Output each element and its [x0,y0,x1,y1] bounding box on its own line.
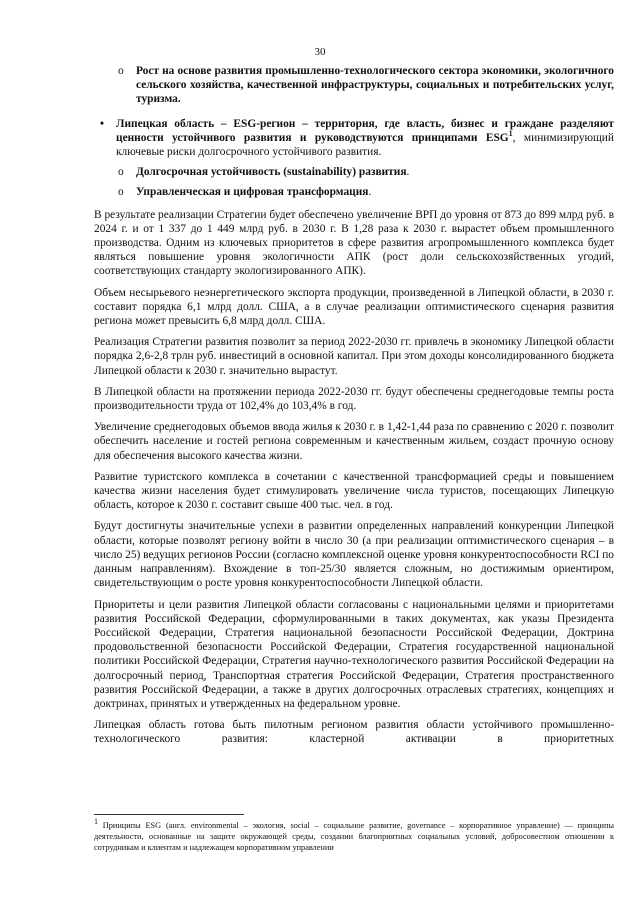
paragraph-productivity: В Липецкой области на протяжении периода 2022-2030 гг. будут обеспечены среднегодовые темпы роста производительности труда от 102,4% до 103,4% в год. [94,385,614,413]
sub-bullet-text: Управленческая и цифровая трансформация [136,186,369,199]
main-bullet-item [94,117,614,160]
footnote-reference[interactable]: 1 [508,129,513,139]
page-number: 30 [314,46,326,58]
footnote-text: Принципы ESG (англ. environmental – экология, social – социальное развитие, governance – корпоративное управление) — принципы деятельности, основанные на защите окружающей среды, создании благоприятных социальных условий, добросовестном отношении к сотрудникам и клиентам и надлежащем корпоративном управлении [94,821,614,852]
circle-bullet-icon: o [118,166,124,179]
sub-bullet-item [94,165,614,179]
footnote [94,817,614,853]
main-bullet-bold-text: Липецкая область – ESG-регион – территория, где власть, бизнес и граждане разделяют ценности устойчивого развития и руководствуются принципами ESG [116,117,614,144]
footnote-divider [94,814,244,815]
dot-bullet-icon: • [100,117,104,130]
paragraph-priorities: Приоритеты и цели развития Липецкой области согласованы с национальными целями и приоритетами развития Российской Федерации, сформулированными в таких документах, как указы Президента Российской Федерации, Стратегия национальной безопасности Российской Федерации, Доктрина продовольственной безопасности Российской Федерации, Стратегия государственной национальной политики Российской Федерации, Стратегия научно-технологического развития Российской Федерации на долгосрочный период, Транспортная стратегия Российской Федерации, Стратегия пространственного развития Российской Федерации, а также в других долгосрочных отраслевых стратегиях, концепциях и доктринах, принятых и утвержденных на федеральном уровне. [94,598,614,710]
sub-bullet-item [94,64,614,107]
page-body [94,64,614,754]
sub-bullet-text: Рост на основе развития промышленно-технологического сектора экономики, экологичного сельского хозяйства, качественной инфраструктуры, социальных и потребительских услуг, туризма. [136,65,614,106]
sub-bullet-tail: . [406,166,410,179]
circle-bullet-icon: o [118,65,124,77]
paragraph-investment: Реализация Стратегии развития позволит за период 2022-2030 гг. привлечь в экономику Липецкой области порядка 2,6-2,8 трлн руб. инвестиций в основной капитал. При этом доходы консолидированного бюджета Липецкой области к 2030 г. значительно вырастут. [94,336,614,377]
paragraph-export: Объем несырьевого неэнергетического экспорта продукции, произведенной в Липецкой области, в 2030 г. составит порядка 6,1 млрд долл. США, а в случае реализации оптимистического сценария развития региона может превысить 6,8 млрд долл. США. [94,286,614,328]
paragraph-pilot-region: Липецкая область готова быть пилотным регионом развития области устойчивого промышленно-технологического развития: кластерной активации в приоритетных [94,719,614,746]
paragraph-grp: В результате реализации Стратегии будет обеспечено увеличение ВРП до уровня от 873 до 899 млрд руб. в 2024 г. и от 1 337 до 1 449 млрд руб. в 2030 г. В 1,28 раза к 2030 г. вырастет объем промышленного производства. Одним из ключевых приоритетов в сфере развития агропромышленного комплекса будет являться повышение уровня экологичности АПК (рост доли сельскохозяйственных угодий, соответствующих стандарту экологизированного АПК). [94,208,614,278]
footnote-marker: 1 [94,817,98,827]
paragraph-competitiveness: Будут достигнуты значительные успехи в развитии определенных направлений конкуренции Липецкой области, которые позволят региону войти в число 30 (а при реализации оптимистического сценария – в число 25) ведущих регионов России (согласно комплексной оценке уровня конкурентоспособности RCI по данным направлениям). Вхождение в топ-25/30 является сложным, но достижимым ориентиром, свидетельствующим о росте уровня конкурентоспособности Липецкой области. [94,520,614,590]
sub-bullet-text: Долгосрочная устойчивость (sustainability) развития [136,166,407,179]
main-bullet-rest-text: , минимизирующий ключевые риски долгосрочного устойчивого развития. [116,131,614,159]
sub-bullet-tail: . [368,186,372,199]
circle-bullet-icon: o [118,186,124,199]
paragraph-housing: Увеличение среднегодовых объемов ввода жилья к 2030 г. в 1,42-1,44 раза по сравнению с 2020 г. позволит обеспечить население и гостей региона современным и качественным жильем, создаст прочную основу для обеспечения высокого качества жизни. [94,421,614,462]
sub-bullet-item [94,185,614,199]
paragraph-tourism: Развитие туристского комплекса в сочетании с качественной трансформацией среды и повышением качества жизни населения будет стимулировать увеличение числа туристов, посещающих Липецкую область, которое к 2030 г. составит свыше 400 тыс. чел. в год. [94,470,614,512]
